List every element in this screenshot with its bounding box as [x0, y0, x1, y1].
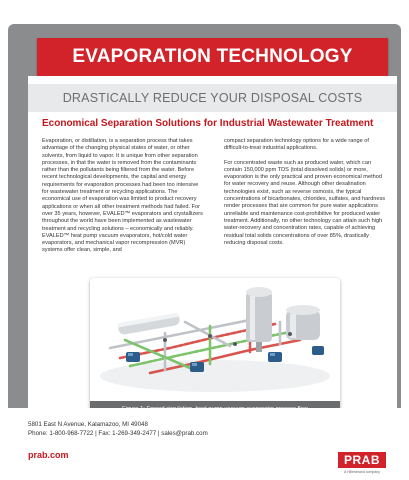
body-column-left — [42, 138, 205, 262]
body-paragraph: Evaporation, or distillation, is a separation process that takes advantage of the changing physical states of water, or other solvents, from liquid to vapor. It is unique from other separation processes, in that the water is removed from the contaminants rather than the pollutants being filtered from the water. Before recent technological developments, the capital and energy requirements for evaporation processes had been too intensive for wastewater treatment or recycling applications. The economical use of evaporation was limited to product recovery applications or when all other treatment methods had failed. For over 35 years, however, EVALED™ evaporators and crystallizers throughout the world have been implemented as wastewater treatment and recycling solutions – economically and reliably. EVALED™ heat pump vacuum evaporators, hot/cold water evaporators, and mechanical vapor recompression (MVR) systems offer clean, simple, and — [42, 138, 203, 254]
subheading: DRASTICALLY REDUCE YOUR DISPOSAL COSTS — [28, 84, 397, 112]
address: 5801 East N Avenue, Kalamazoo, MI 49048 — [28, 421, 148, 428]
footer — [8, 408, 401, 476]
banner-title: EVAPORATION TECHNOLOGY — [37, 38, 388, 76]
process-flow-figure — [90, 278, 340, 418]
website-link[interactable]: prab.com — [28, 450, 69, 460]
body-paragraph: compact separation technology options for a wide range of difficult-to-treat industrial applications. — [224, 138, 369, 152]
logo-subtext: A Hillenbrand company — [344, 470, 380, 474]
body-paragraph: For concentrated waste such as produced water, which can contain 150,000 ppm TDS (total dissolved solids) or more, evaporation is the only practical and proven economical method for water recovery and reuse. Although other desalination technologies exist, such as reverse osmosis, the typical concentrations of bicarbonates, chlorides, sulfates, and hardness render processes that are common for pure water applications unreliable and maintenance cost-prohibitive for produced water treatment. Additionally, no other technology can attain such high water-recovery and concentration rates, capable of achieving residual total solids concentrations of over 85%, drastically reducing disposal costs. — [224, 159, 386, 246]
contact-block — [28, 420, 208, 438]
body-column-right — [224, 138, 387, 254]
contact-line: Phone: 1-800-968-7722 | Fax: 1-269-349-2477 | sales@prab.com — [28, 430, 208, 437]
prab-logo: PRAB — [338, 452, 386, 468]
evaporator-illustration — [90, 278, 340, 401]
section-title: Economical Separation Solutions for Industrial Wastewater Treatment — [42, 118, 374, 129]
document-frame — [8, 24, 401, 476]
